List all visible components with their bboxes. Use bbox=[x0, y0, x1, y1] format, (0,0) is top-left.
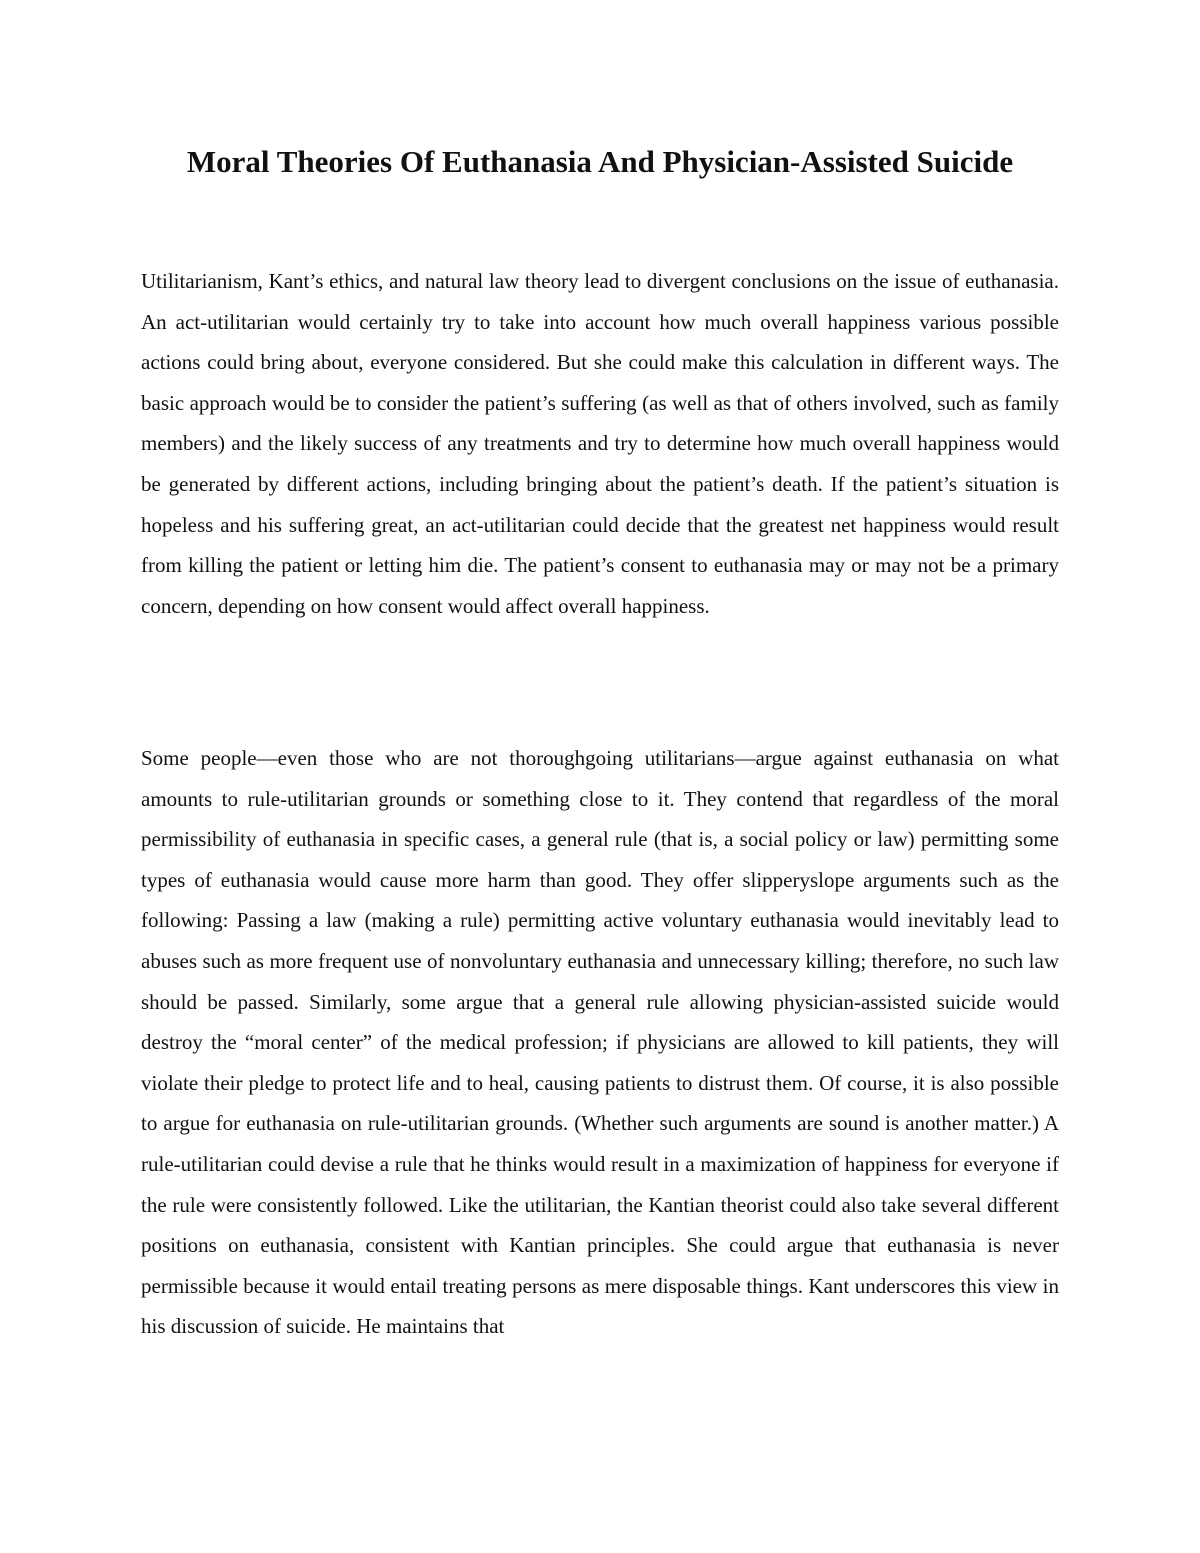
document-title: Moral Theories Of Euthanasia And Physician-Assisted Suicide bbox=[186, 144, 1014, 179]
body-paragraph-2: Some people—even those who are not thoroughgoing utilitarians—argue against euthanasia on what amounts to rule-utilitarian grounds or something close to it. They contend that regardless of the moral permissibility of euthanasia in specific cases, a general rule (that is, a social policy or law) permitting some types of euthanasia would cause more harm than good. They offer slipperyslope arguments such as the following: Passing a law (making a rule) permitting active voluntary euthanasia would inevitably lead to abuses such as more frequent use of nonvoluntary euthanasia and unnecessary killing; therefore, no such law should be passed. Similarly, some argue that a general rule allowing physician-assisted suicide would destroy the “moral center” of the medical profession; if physicians are allowed to kill patients, they will violate their pledge to protect life and to heal, causing patients to distrust them. Of course, it is also possible to argue for euthanasia on rule-utilitarian grounds. (Whether such arguments are sound is another matter.) A rule-utilitarian could devise a rule that he thinks would result in a maximization of happiness for everyone if the rule were consistently followed. Like the utilitarian, the Kantian theorist could also take several different positions on euthanasia, consistent with Kantian principles. She could argue that euthanasia is never permissible because it would entail treating persons as mere disposable things. Kant underscores this view in his discussion of suicide. He maintains that bbox=[141, 746, 1059, 1339]
body-paragraph-1: Utilitarianism, Kant’s ethics, and natural law theory lead to divergent conclusions on the issue of euthanasia. An act-utilitarian would certainly try to take into account how much overall happiness various possible actions could bring about, everyone considered. But she could make this calculation in different ways. The basic approach would be to consider the patient’s suffering (as well as that of others involved, such as family members) and the likely success of any treatments and try to determine how much overall happiness would be generated by different actions, including bringing about the patient’s death. If the patient’s situation is hopeless and his suffering great, an act-utilitarian could decide that the greatest net happiness would result from killing the patient or letting him die. The patient’s consent to euthanasia may or may not be a primary concern, depending on how consent would affect overall happiness. bbox=[141, 269, 1059, 618]
